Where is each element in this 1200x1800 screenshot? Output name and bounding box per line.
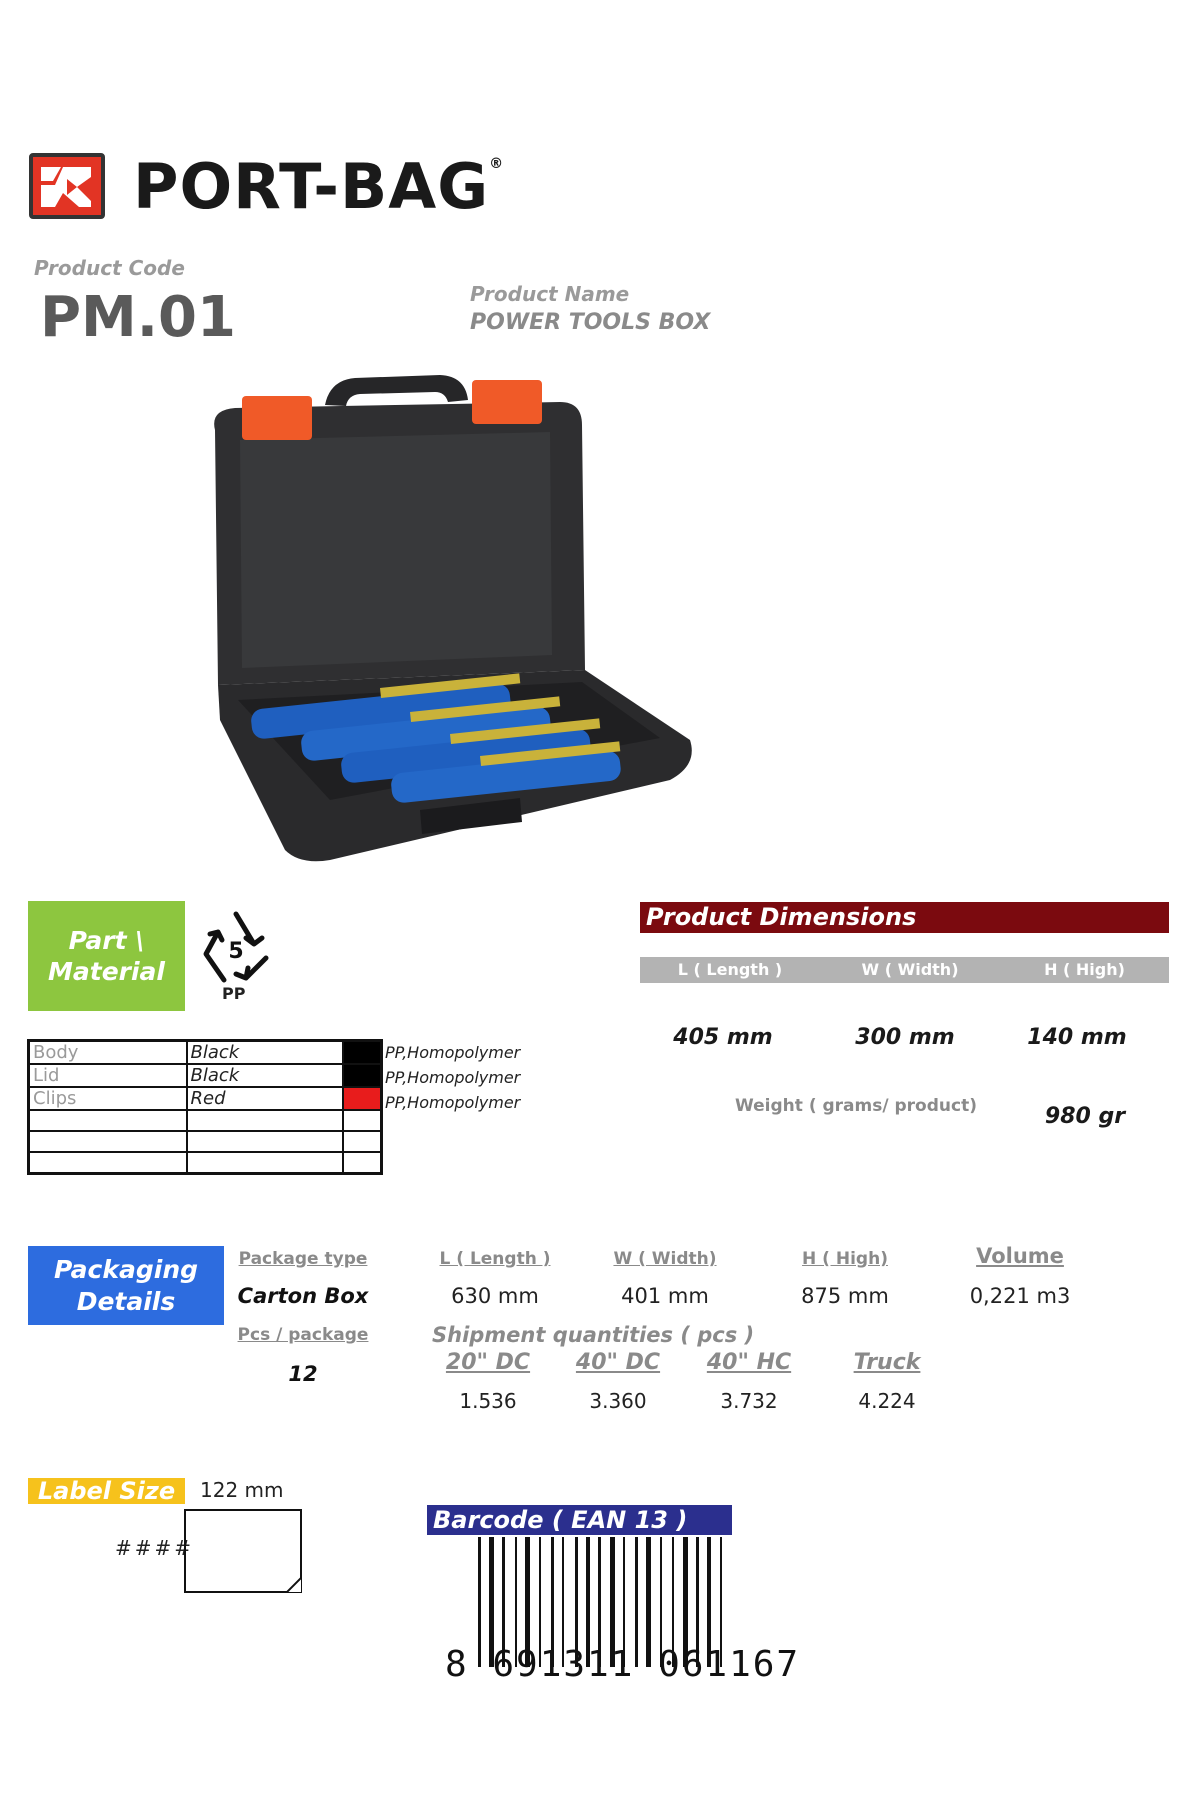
shipment-label: 20" DC xyxy=(445,1350,531,1375)
material-part: Body xyxy=(29,1041,187,1065)
dim-length-label: L ( Length ) xyxy=(677,960,783,979)
shipment-label: 40" HC xyxy=(706,1350,792,1375)
label-corner-icon xyxy=(286,1577,302,1593)
material-color xyxy=(187,1131,343,1152)
weight-label: Weight ( grams/ product) xyxy=(735,1096,977,1116)
product-name: POWER TOOLS BOX xyxy=(470,310,711,335)
shipment-value: 4.224 xyxy=(858,1389,916,1413)
label-size-badge: Label Size xyxy=(28,1478,185,1504)
material-part: Lid xyxy=(29,1064,187,1087)
shipment-value: 1.536 xyxy=(459,1389,517,1413)
package-length-label: L ( Length ) xyxy=(439,1249,551,1269)
pcs-per-package-label: Pcs / package xyxy=(237,1325,369,1345)
label-preview-box xyxy=(184,1509,302,1593)
recycle-icon xyxy=(196,908,276,988)
material-row xyxy=(29,1110,382,1131)
brand-name: PORT-BAG® xyxy=(133,150,505,223)
label-width-value: 122 mm xyxy=(200,1478,284,1502)
package-type-value: Carton Box xyxy=(237,1284,369,1308)
dim-width-value: 300 mm xyxy=(855,1025,955,1050)
material-swatch xyxy=(343,1041,382,1065)
material-part xyxy=(29,1110,187,1131)
material-part xyxy=(29,1152,187,1173)
material-table xyxy=(27,1039,383,1175)
shipment-value: 3.732 xyxy=(720,1389,778,1413)
weight-value: 980 gr xyxy=(1044,1104,1126,1129)
recycle-pp-label: PP xyxy=(222,984,246,1003)
dim-height-label: H ( High) xyxy=(1044,960,1125,979)
material-row xyxy=(29,1041,382,1065)
dim-length-value: 405 mm xyxy=(673,1025,773,1050)
material-row xyxy=(29,1064,382,1087)
package-width-value: 401 mm xyxy=(621,1284,709,1308)
package-height-label: H ( High) xyxy=(802,1249,888,1269)
product-name-label: Product Name xyxy=(470,282,630,306)
shipment-quantities-title: Shipment quantities ( pcs ) xyxy=(432,1323,755,1347)
barcode-number: 8 691311 061167 xyxy=(445,1644,801,1685)
package-height-value: 875 mm xyxy=(801,1284,889,1308)
product-code: PM.01 xyxy=(40,285,236,350)
shipment-label: 40" DC xyxy=(575,1350,661,1375)
dim-height-value: 140 mm xyxy=(1027,1025,1127,1050)
package-length-value: 630 mm xyxy=(451,1284,539,1308)
volume-label: Volume xyxy=(976,1244,1064,1268)
pcs-per-package-value: 12 xyxy=(288,1362,318,1386)
material-row xyxy=(29,1131,382,1152)
volume-value: 0,221 m3 xyxy=(969,1284,1071,1308)
material-swatch xyxy=(343,1110,382,1131)
package-width-label: W ( Width) xyxy=(613,1249,717,1269)
dim-width-label: W ( Width) xyxy=(861,960,959,979)
label-height-value: #### xyxy=(115,1536,195,1560)
product-dimensions-header: Product Dimensions xyxy=(640,902,1169,933)
material-swatch xyxy=(343,1087,382,1110)
material-row xyxy=(29,1087,382,1110)
product-code-label: Product Code xyxy=(34,256,185,280)
product-photo xyxy=(190,370,700,880)
right-clip-icon xyxy=(472,380,542,424)
material-note: PP,Homopolymer xyxy=(385,1068,521,1087)
material-row xyxy=(29,1152,382,1173)
shipment-value: 3.360 xyxy=(589,1389,647,1413)
material-part: Clips xyxy=(29,1087,187,1110)
brand-logo-icon xyxy=(29,153,105,219)
material-color xyxy=(187,1152,343,1173)
part-material-badge: Part \ Material xyxy=(28,901,185,1011)
material-color: Red xyxy=(187,1087,343,1110)
dimensions-subheader xyxy=(640,957,1169,983)
material-swatch xyxy=(343,1064,382,1087)
material-note: PP,Homopolymer xyxy=(385,1093,521,1112)
shipment-label: Truck xyxy=(853,1350,921,1375)
packaging-details-badge: Packaging Details xyxy=(28,1246,224,1325)
package-type-label: Package type xyxy=(238,1249,368,1269)
left-clip-icon xyxy=(242,396,312,440)
material-color xyxy=(187,1110,343,1131)
material-swatch xyxy=(343,1152,382,1173)
material-note: PP,Homopolymer xyxy=(385,1043,521,1062)
material-color: Black xyxy=(187,1041,343,1065)
material-color: Black xyxy=(187,1064,343,1087)
material-part xyxy=(29,1131,187,1152)
barcode-header: Barcode ( EAN 13 ) xyxy=(427,1505,732,1535)
svg-text:5: 5 xyxy=(228,939,244,964)
material-swatch xyxy=(343,1131,382,1152)
